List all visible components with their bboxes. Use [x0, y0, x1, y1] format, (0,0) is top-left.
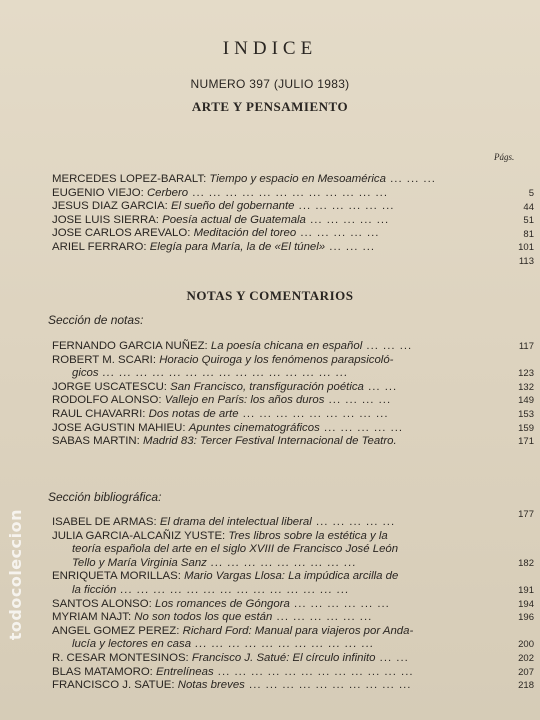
leader-dots: ... ... ... ... ... ... ... ... ... ... ... ... ... ... ...	[98, 367, 349, 380]
index-entry	[52, 570, 488, 597]
entry-author: RODOLFO ALONSO:	[52, 394, 162, 407]
leader-dots: ... ... ... ... ... ... ... ... ... ... ... ...	[213, 665, 414, 678]
entry-title-continued: lucía y lectores en casa ... ... ... ... ... ... ... ... ... ... ...	[72, 638, 375, 651]
subsection-bibliografica: Sección bibliográfica:	[48, 490, 162, 504]
entry-author: EUGENIO VIEJO:	[52, 186, 144, 199]
leader-dots: ... ... ...	[385, 173, 436, 185]
entry-author: FRANCISCO J. SATUE:	[52, 679, 175, 692]
entry-title: Los romances de Góngora	[154, 597, 290, 610]
entry-title: Apuntes cinematográficos	[188, 421, 320, 434]
entry-page-number: 153	[518, 409, 534, 420]
index-entry	[52, 214, 488, 228]
entry-title: Madrid 83: Tercer Festival Internacional de Teatro.	[142, 435, 397, 448]
entry-author: JORGE USCATESCU:	[52, 380, 167, 393]
entry-page-number: 44	[523, 201, 534, 213]
entry-page-number: 81	[523, 228, 534, 240]
index-entry	[52, 187, 488, 201]
leader-dots: ... ... ... ... ...	[311, 516, 396, 528]
index-entry	[52, 200, 488, 214]
entry-title: Poesía actual de Guatemala	[162, 213, 306, 226]
index-entry	[52, 241, 488, 255]
subsection-notas: Sección de notas:	[48, 313, 144, 327]
leader-dots: ... ... ... ... ... ... ... ... ... ... ...	[191, 638, 375, 651]
index-entry	[52, 530, 488, 571]
leader-dots: ... ... ... ... ...	[319, 421, 404, 434]
entry-page-number: 101	[518, 242, 534, 254]
leader-dots: ... ... ... ... ... ...	[272, 611, 373, 624]
entry-title: San Francisco, transfiguración poética	[170, 380, 364, 393]
issue-number: NUMERO 397 (JULIO 1983)	[190, 77, 350, 91]
entry-author: SANTOS ALONSO:	[52, 597, 152, 610]
entry-author: JOSE LUIS SIERRA:	[52, 213, 159, 226]
leader-dots: ... ... ... ... ... ...	[294, 200, 395, 213]
entry-author: RAUL CHAVARRI:	[52, 408, 146, 420]
leader-dots: ... ... ... ... ...	[296, 227, 380, 240]
entry-page-number: 171	[518, 436, 534, 448]
entry-title: Notas breves	[177, 679, 245, 692]
leader-dots: ... ... ... ... ... ... ... ... ... ... ... ... ... ...	[116, 583, 350, 596]
entry-author: MYRIAM NAJT:	[52, 611, 132, 624]
entry-title: Tiempo y espacio en Mesoamérica	[209, 173, 386, 185]
index-entry	[52, 598, 488, 612]
index-entry	[52, 435, 488, 449]
entry-author: JOSE AGUSTIN MAHIEU:	[52, 421, 186, 434]
entry-author: JESUS DIAZ GARCIA:	[52, 200, 168, 213]
leader-dots: ... ... ... ... ... ... ... ... ...	[206, 556, 357, 569]
index-entry	[52, 652, 488, 666]
entry-page-number: 159	[518, 422, 534, 434]
leader-dots: ... ...	[375, 652, 409, 664]
index-entry	[52, 422, 488, 436]
entry-author: ARIEL FERRARO:	[52, 241, 147, 253]
leader-dots: ... ... ... ...	[324, 394, 392, 407]
entry-page-number: 132	[518, 381, 534, 393]
entry-author: ISABEL DE ARMAS:	[52, 516, 157, 528]
entry-author: JULIA GARCIA-ALCAÑIZ YUSTE:	[52, 529, 226, 542]
index-entry	[52, 173, 488, 187]
leader-dots: ... ... ...	[325, 241, 376, 253]
entry-title: Mario Vargas Llosa: La impúdica arcilla de	[184, 570, 399, 583]
leader-dots: ... ... ... ... ... ...	[289, 597, 390, 610]
entry-title: Entrelíneas	[156, 665, 214, 678]
entry-title-continued: la ficción ... ... ... ... ... ... ... ... ... ... ... ... ... ...	[72, 583, 350, 596]
index-entry	[52, 666, 488, 680]
entry-title: Richard Ford: Manual para viajeros por Anda-	[182, 624, 414, 637]
entry-page-number: 117	[518, 341, 534, 352]
entry-title: Francisco J. Satué: El círculo infinito	[191, 652, 376, 664]
leader-dots: ... ... ...	[362, 340, 413, 352]
index-entry	[52, 394, 488, 408]
index-entry	[52, 408, 488, 422]
entry-title: Meditación del toreo	[193, 227, 297, 240]
section-title-notas: NOTAS Y COMENTARIOS	[186, 288, 354, 303]
entry-author: R. CESAR MONTESINOS:	[52, 652, 189, 664]
index-entry	[52, 354, 488, 381]
entry-title: Elegía para María, la de «El túnel»	[149, 241, 326, 253]
entry-title: Vallejo en París: los años duros	[164, 394, 325, 407]
entry-page-number: 113	[518, 256, 534, 267]
entry-page-number: 177	[518, 509, 534, 520]
entry-page-number: 200	[518, 639, 534, 651]
index-entry	[52, 381, 488, 395]
entry-title-continued: gicos ... ... ... ... ... ... ... ... ... ... ... ... ... ... ...	[72, 367, 349, 380]
entry-page-number: 207	[518, 666, 534, 678]
entry-page-number: 218	[518, 680, 534, 692]
entry-author: SABAS MARTIN:	[52, 435, 140, 448]
entry-page-number: 196	[518, 612, 534, 624]
entry-author: BLAS MATAMORO:	[52, 665, 153, 678]
entry-author: ROBERT M. SCARI:	[52, 353, 157, 366]
pages-column-label: Págs.	[494, 152, 515, 162]
entry-author: FERNANDO GARCIA NUÑEZ:	[52, 340, 208, 352]
index-entry	[52, 679, 488, 693]
watermark	[4, 430, 26, 720]
entry-page-number: 5	[528, 188, 534, 199]
page-title: INDICE	[222, 38, 318, 59]
index-entry	[52, 625, 488, 652]
entry-author: JOSE CARLOS AREVALO:	[52, 227, 191, 240]
entry-title: Tres libros sobre la estética y la	[228, 529, 388, 542]
index-entry	[52, 611, 488, 625]
entry-page-number: 51	[523, 215, 534, 227]
entry-author: ENRIQUETA MORILLAS:	[52, 570, 181, 583]
entry-title: Cerbero	[146, 186, 189, 199]
entry-page-number: 202	[518, 653, 534, 664]
entry-page-number: 123	[518, 368, 534, 380]
entry-title: No son todos los que están	[134, 611, 273, 624]
index-entry	[52, 340, 488, 354]
leader-dots: ... ... ... ... ... ... ... ... ...	[238, 408, 389, 420]
section-title-arte: ARTE Y PENSAMIENTO	[191, 99, 349, 114]
index-entry	[52, 227, 488, 241]
entry-page-number: 191	[518, 585, 534, 596]
entry-title: Horacio Quiroga y los fenómenos parapsicoló-	[159, 353, 394, 366]
entry-title: El sueño del gobernante	[171, 200, 295, 213]
leader-dots: ... ... ... ... ... ... ... ... ... ...	[244, 679, 412, 692]
entry-page-number: 182	[518, 557, 534, 569]
entry-page-number: 194	[518, 598, 534, 610]
entry-title: Dos notas de arte	[148, 408, 239, 420]
entry-author: ANGEL GOMEZ PEREZ:	[52, 624, 180, 637]
entry-title-continued: teoría española del arte en el siglo XVIII de Francisco José León	[72, 543, 399, 556]
leader-dots: ... ... ... ... ...	[305, 213, 390, 226]
watermark-text: todocoleccion	[5, 509, 25, 641]
entry-title: La poesía chicana en español	[210, 340, 363, 352]
leader-dots: ... ... ... ... ... ... ... ... ... ... ... ...	[188, 186, 389, 199]
leader-dots: ... ...	[363, 380, 398, 393]
index-entry	[52, 516, 488, 530]
entry-title: El drama del intelectual liberal	[159, 516, 312, 528]
entry-author: MERCEDES LOPEZ-BARALT:	[52, 173, 207, 185]
entry-page-number: 149	[518, 395, 534, 407]
entry-title-continued: Tello y María Virginia Sanz ... ... ... ... ... ... ... ... ...	[72, 556, 357, 569]
